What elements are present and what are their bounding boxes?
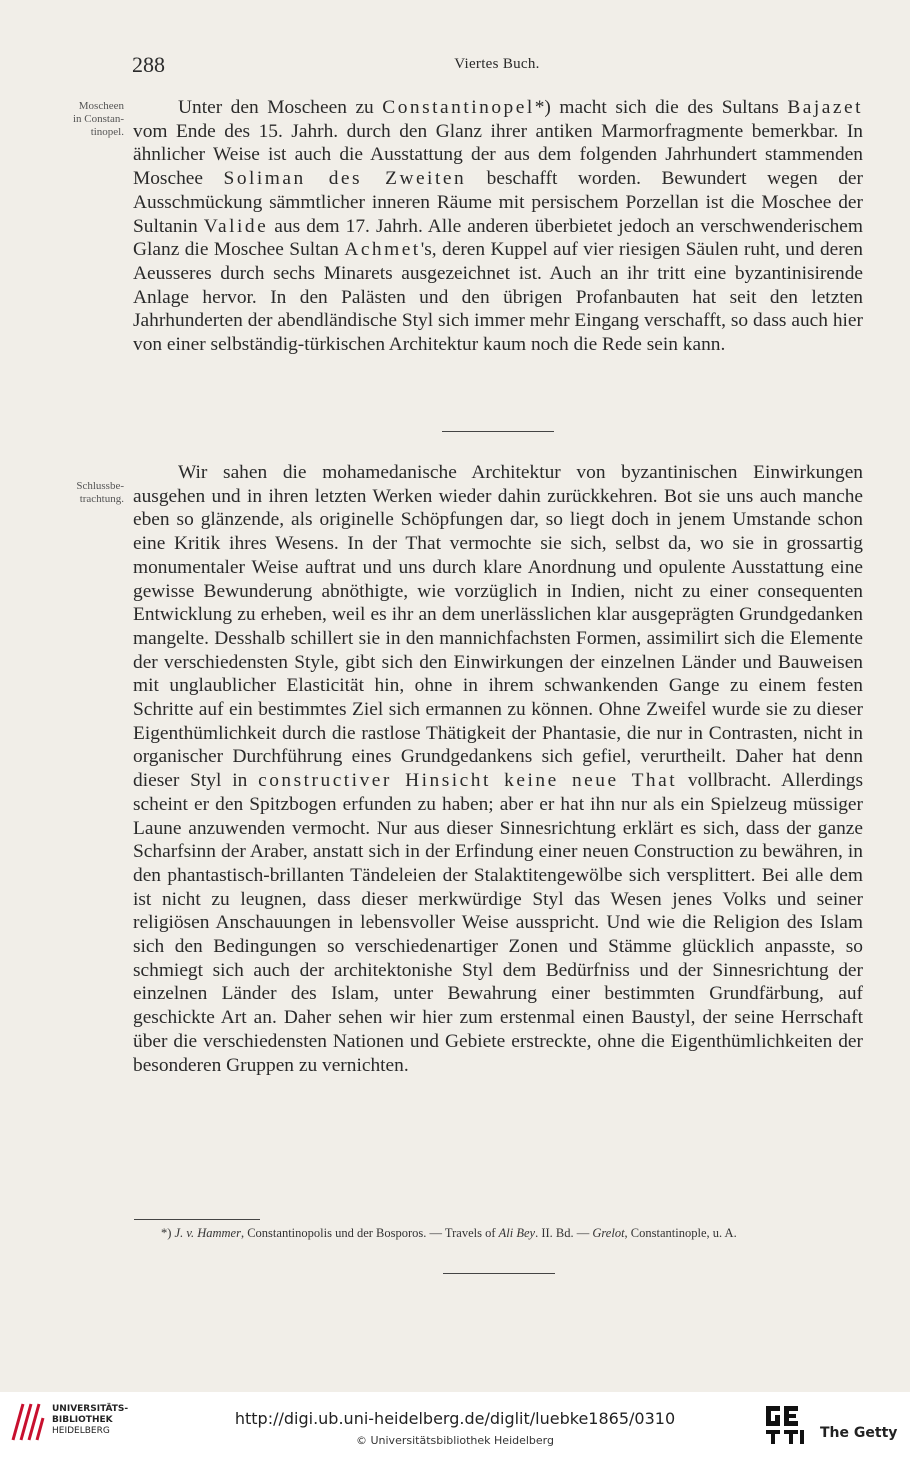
text-run: 's, deren Kuppel auf vier riesigen Säulen ruht, und deren Aeusseres durch sechs Minarets ausgezeichnet ist. Auch an ihr tritt eine byzantinisirende Anlage hervor. In den Palästen und den übrigen Profanbauten hat seit den letzten Jahrhunderten der abendländische Styl sich immer mehr Eingang verschafft, so dass auch hier von einer selbständig-türkischen Architektur kaum noch die Rede sein kann. — [133, 239, 863, 356]
footnote-text: . II. Bd. — — [535, 1226, 593, 1240]
permalink-url[interactable]: http://digi.ub.uni-heidelberg.de/diglit/luebke1865/0310 — [234, 1409, 676, 1428]
text-run: vom Ende des 15. Jahrh. durch den Glanz ihrer antiken Marmorfragmente bemerkbar. In ähnlicher Weise ist auch die Ausstattung der aus dem folgenden Jahrhundert stammenden Moschee — [133, 120, 863, 190]
footnote-author: Ali Bey — [498, 1226, 536, 1240]
text-run: Unter den Moscheen zu — [178, 97, 383, 118]
margin-note-line: trachtung. — [79, 493, 124, 505]
copyright-notice: © Universitätsbibliothek Heidelberg — [355, 1434, 554, 1447]
margin-note-schlussbetrachtung — [40, 480, 124, 506]
text-run: Wir sahen die mohamedanische Architektur von byzantinischen Einwirkungen ausgehen und in ihren letzten Werken wieder dahin zurückkehren. Bot sie uns auch manche eben so glänzende, als originelle Schöpfungen dar, so liegt doch in jenem Umstande schon eine Kritik ihres Wesens. In der That vermochte sie sich, selbst da, wo sie in grossartig monumentaler Weise auftrat und uns durch klare Anordnung und opulente Ausstattung eine gewisse Bewunderung abnöthigte, wie vorzüglich in Indien, nicht zu einer consequenten Entwicklung zu erheben, weil es ihr an dem unerlässlichen klar ausgeprägten Grundgedanken mangelte. Desshalb schillert sie in den mannichfachsten Formen, assimilirt sich die Elemente der verschiedensten Style, gibt sich den Einwirkungen der einzelnen Länder und Bauweisen mit unglaublicher Elasticität hin, ohne in ihrem schwankenden Gange zu einem festen Schritte auf ein bestimmtes Ziel sich ermannen zu können. Ohne Zweifel wurde sie zu dieser Eigenthümlichkeit durch die rastlose Thätigkeit der Phantasie, die nur in Contrasten, nicht in organischer Durchführung eines Grundgedankens sich gefiel, verurtheilt. Daher hat denn dieser Styl in — [133, 462, 863, 792]
footnote-text: , Constantinople, u. A. — [624, 1226, 737, 1240]
margin-note-line: Schlussbe- — [76, 480, 124, 492]
footer-bar — [0, 1392, 910, 1458]
footnote — [133, 1225, 863, 1241]
footnote-marker: *) — [161, 1226, 175, 1240]
footnote-author: J. v. Hammer — [174, 1226, 241, 1240]
spaced-text: Achmet — [344, 239, 421, 261]
library-name-line: HEIDELBERG — [52, 1426, 110, 1436]
margin-note-line: in Constan- — [72, 113, 124, 125]
spaced-text: Bajazet — [787, 97, 863, 118]
library-name-line: BIBLIOTHEK — [52, 1415, 113, 1425]
page-header — [132, 52, 862, 80]
text-run: *) macht sich die des Sultans — [534, 97, 788, 118]
getty-logo-icon — [764, 1404, 810, 1446]
spaced-text: Soliman des Zweiten — [223, 168, 467, 190]
running-title: Viertes Buch. — [454, 56, 540, 72]
page-number: 288 — [132, 52, 165, 77]
text-run: aus dem 17. Jahrh. Alle anderen überbietet jedoch an verschwenderischem Glanz die Moschee Sultan — [133, 215, 863, 261]
footnote-rule — [134, 1219, 260, 1220]
library-name-line: UNIVERSITÄTS- — [52, 1404, 129, 1414]
spaced-text: constructiver Hinsicht keine neue That — [258, 770, 678, 792]
text-run: vollbracht. Allerdings scheint er den Spitzbogen erfunden zu haben; aber er hat ihn nur als ein Spielzeug müssiger Laune anzuwenden vermocht. Nur aus dieser Sinnesrichtung erklärt es sich, dass der ganze Scharfsinn der Araber, anstatt sich in der Erfindung einer neuen Construction zu bewähren, in den phantastisch-brillanten Tändeleien der Stalaktitengewölbe sich versplittert. Bei alle dem ist nicht zu leugnen, dass dieser merkwürdige Styl das Wesen jenes Volks und seiner religiösen Anschauungen in lebensvoller Weise ausspricht. Und wie die Religion des Islam sich den Bedingungen so verschiedenartiger Zonen und Stämme glücklich anpasste, so schmiegt sich auch der architektonishe Styl dem Bedürfniss und der Sinnesrichtung der einzelnen Länder des Islam, unter Bewahrung einer bestimmten Grundfärbung, auf geschickte Art an. Daher sehen wir hier zum erstenmal einen Baustyl, der seine Herrschaft über die verschiedensten Nationen und Gebiete erstreckte, ohne die Eigenthümlichkeiten der besonderen Gruppen zu vernichten. — [133, 770, 864, 1076]
spaced-text: Constantinopel — [382, 97, 535, 118]
section-divider — [442, 431, 554, 432]
margin-note-line: tinopel. — [90, 126, 124, 138]
footnote-author: Grelot — [592, 1226, 625, 1240]
text-run: beschafft worden. Bewundert wegen der Ausschmückung sämmtlicher inneren Räume mit persischem Porzellan ist die Moschee der Sultanin — [133, 168, 863, 237]
paragraph-schlussbetrachtung — [133, 461, 863, 1077]
margin-note-moscheen — [40, 100, 124, 139]
paragraph-moscheen — [133, 96, 863, 357]
margin-note-line: Moscheen — [78, 100, 124, 112]
footnote-text: , Constantinopolis und der Bosporos. — Travels of — [240, 1226, 499, 1240]
end-divider — [443, 1273, 555, 1274]
spaced-text: Valide — [203, 215, 269, 237]
getty-name: The Getty — [820, 1425, 898, 1441]
